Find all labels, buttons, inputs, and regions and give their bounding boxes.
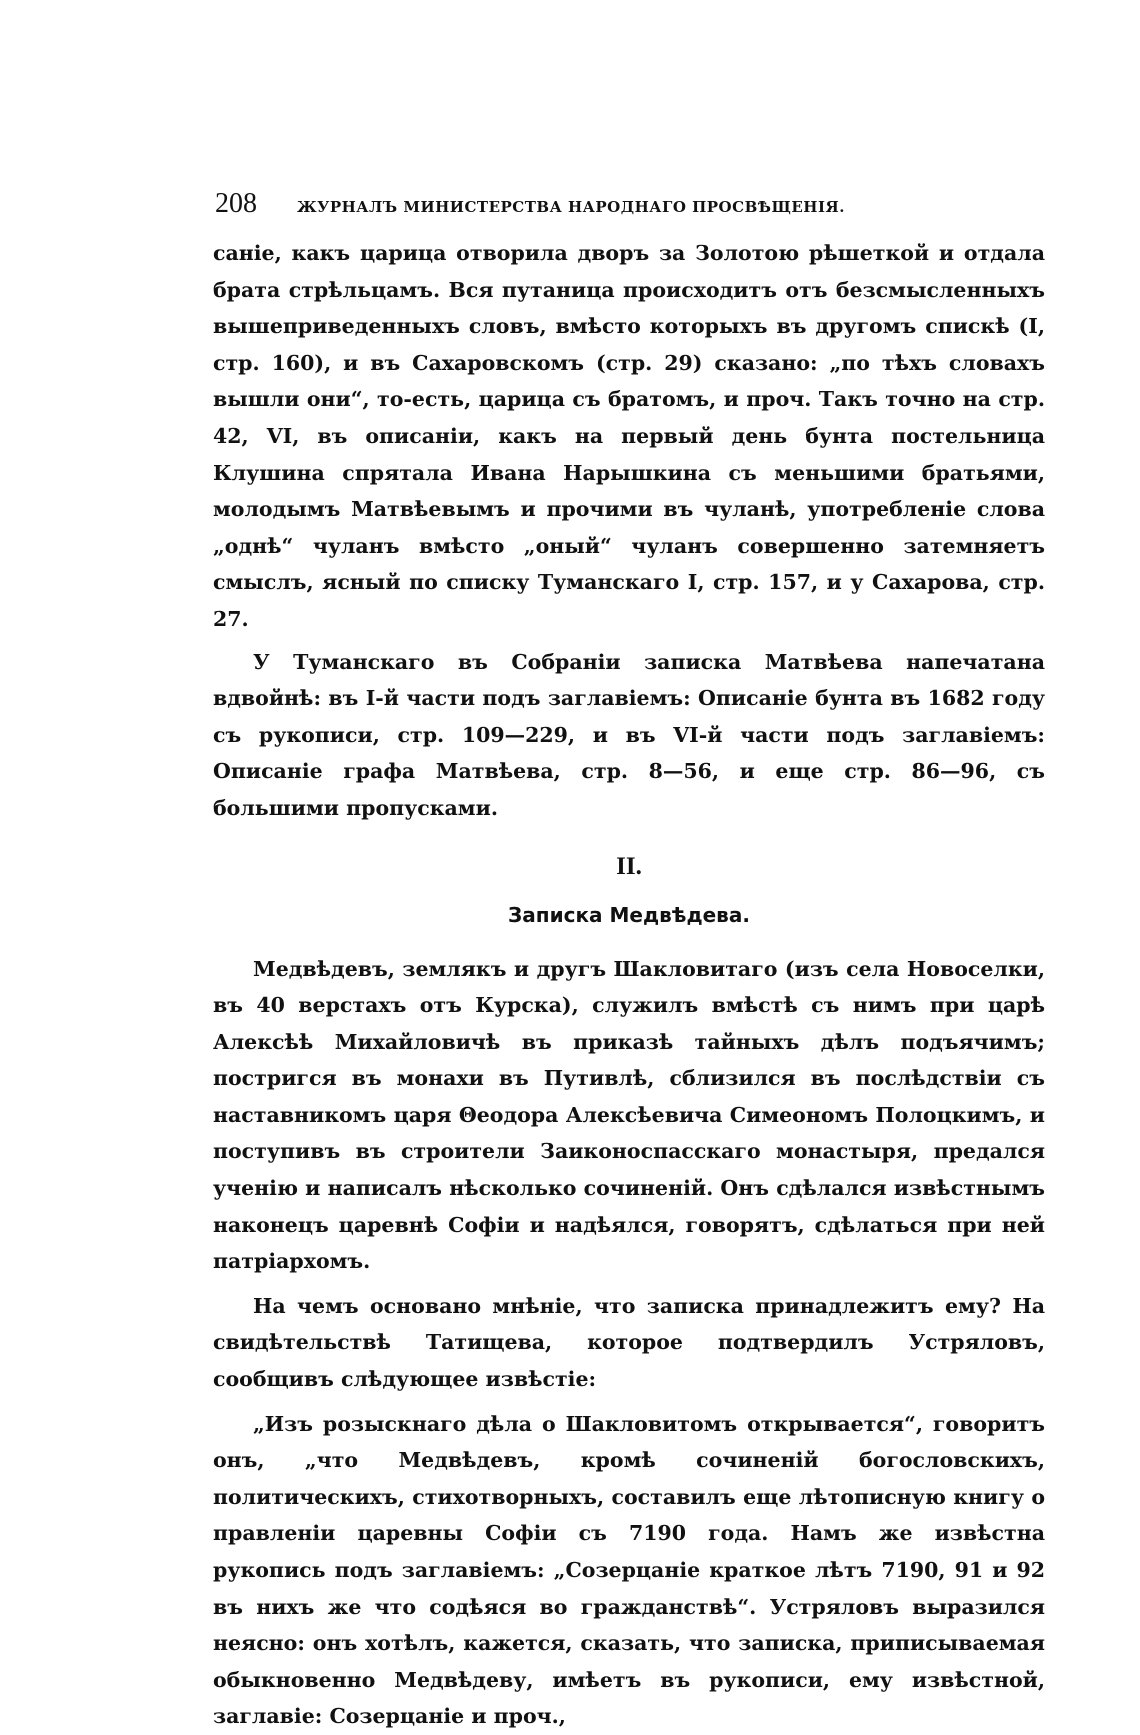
running-header [215,188,935,228]
paragraph-quotation: „Изъ розыскнаго дѣла о Шакловитомъ открывается“, говоритъ онъ, „что Медвѣдевъ, кромѣ сочиненій богословскихъ, политическихъ, стихотворныхъ, составилъ еще лѣтописную книгу о правленіи царевны Софіи съ 7190 года. Намъ же извѣстна рукопись подъ заглавіемъ: „Созерцаніе краткое лѣтъ 7190, 91 и 92 въ нихъ же что содѣяся во гражданствѣ“. Устряловъ выразился неясно: онъ хотѣлъ, кажется, сказать, что записка, приписываемая обыкновенно Медвѣдеву, имѣетъ въ рукописи, ему извѣстной, заглавіе: Созерцаніе и проч., [213,1411,1045,1729]
paragraph-continued: саніе, какъ царица отворила дворъ за Золотою рѣшеткой и отдала брата стрѣльцамъ. Вся путаница происходитъ отъ безсмысленныхъ вышеприведенныхъ словъ, вмѣсто которыхъ въ другомъ спискѣ (I, стр. 160), и въ Сахаровскомъ (стр. 29) сказано: „по тѣхъ словахъ вышли они“, то-есть, царица съ братомъ, и проч. Такъ точно на стр. 42, VI, въ описаніи, какъ на первый день бунта постельница Клушина спрятала Ивана Нарышкина съ меньшими братьями, молодымъ Матвѣевымъ и прочими въ чуланѣ, употребленіе слова „однѣ“ чуланъ вмѣсто „оный“ чуланъ совершенно затемняетъ смыслъ, ясный по списку Туманскаго I, стр. 157, и у Сахарова, стр. 27. [213,241,1045,631]
paragraph-question: На чемъ основано мнѣніе, что записка принадлежитъ ему? На свидѣтельствѣ Татищева, которое подтвердилъ Устряловъ, сообщивъ слѣдующее извѣстіе: [213,1293,1045,1392]
section-number: II. [616,852,642,880]
main-text [213,235,1045,1735]
page-number: 208 [215,188,257,219]
journal-title: ЖУРНАЛЪ МИНИСТЕРСТВА НАРОДНАГО ПРОСВѢЩЕНІЯ. [297,198,845,216]
section-title: Записка Медвѣдева. [508,902,750,927]
paragraph-medvedev: Медвѣдевъ, землякъ и другъ Шакловитаго (изъ села Новоселки, въ 40 верстахъ отъ Курска), служилъ вмѣстѣ съ нимъ при царѣ Алексѣѣ Михайловичѣ въ приказѣ тайныхъ дѣлъ подъячимъ; постригся въ монахи въ Путивлѣ, сблизился въ послѣдствіи съ наставникомъ царя Θеодора Алексѣевича Симеономъ Полоцкимъ, и поступивъ въ строители Заиконоспасскаго монастыря, предался ученію и написалъ нѣсколько сочиненій. Онъ сдѣлался извѣстнымъ наконецъ царевнѣ Софіи и надѣялся, говорятъ, сдѣлаться при ней патріархомъ. [213,956,1045,1274]
paragraph-tumanskiy: У Туманскаго въ Собраніи записка Матвѣева напечатана вдвойнѣ: въ I-й части подъ заглавіемъ: Описаніе бунта въ 1682 году съ рукописи, стр. 109—229, и въ VI-й части подъ заглавіемъ: Описаніе графа Матвѣева, стр. 8—56, и еще стр. 86—96, съ большими пропусками. [213,649,1045,820]
